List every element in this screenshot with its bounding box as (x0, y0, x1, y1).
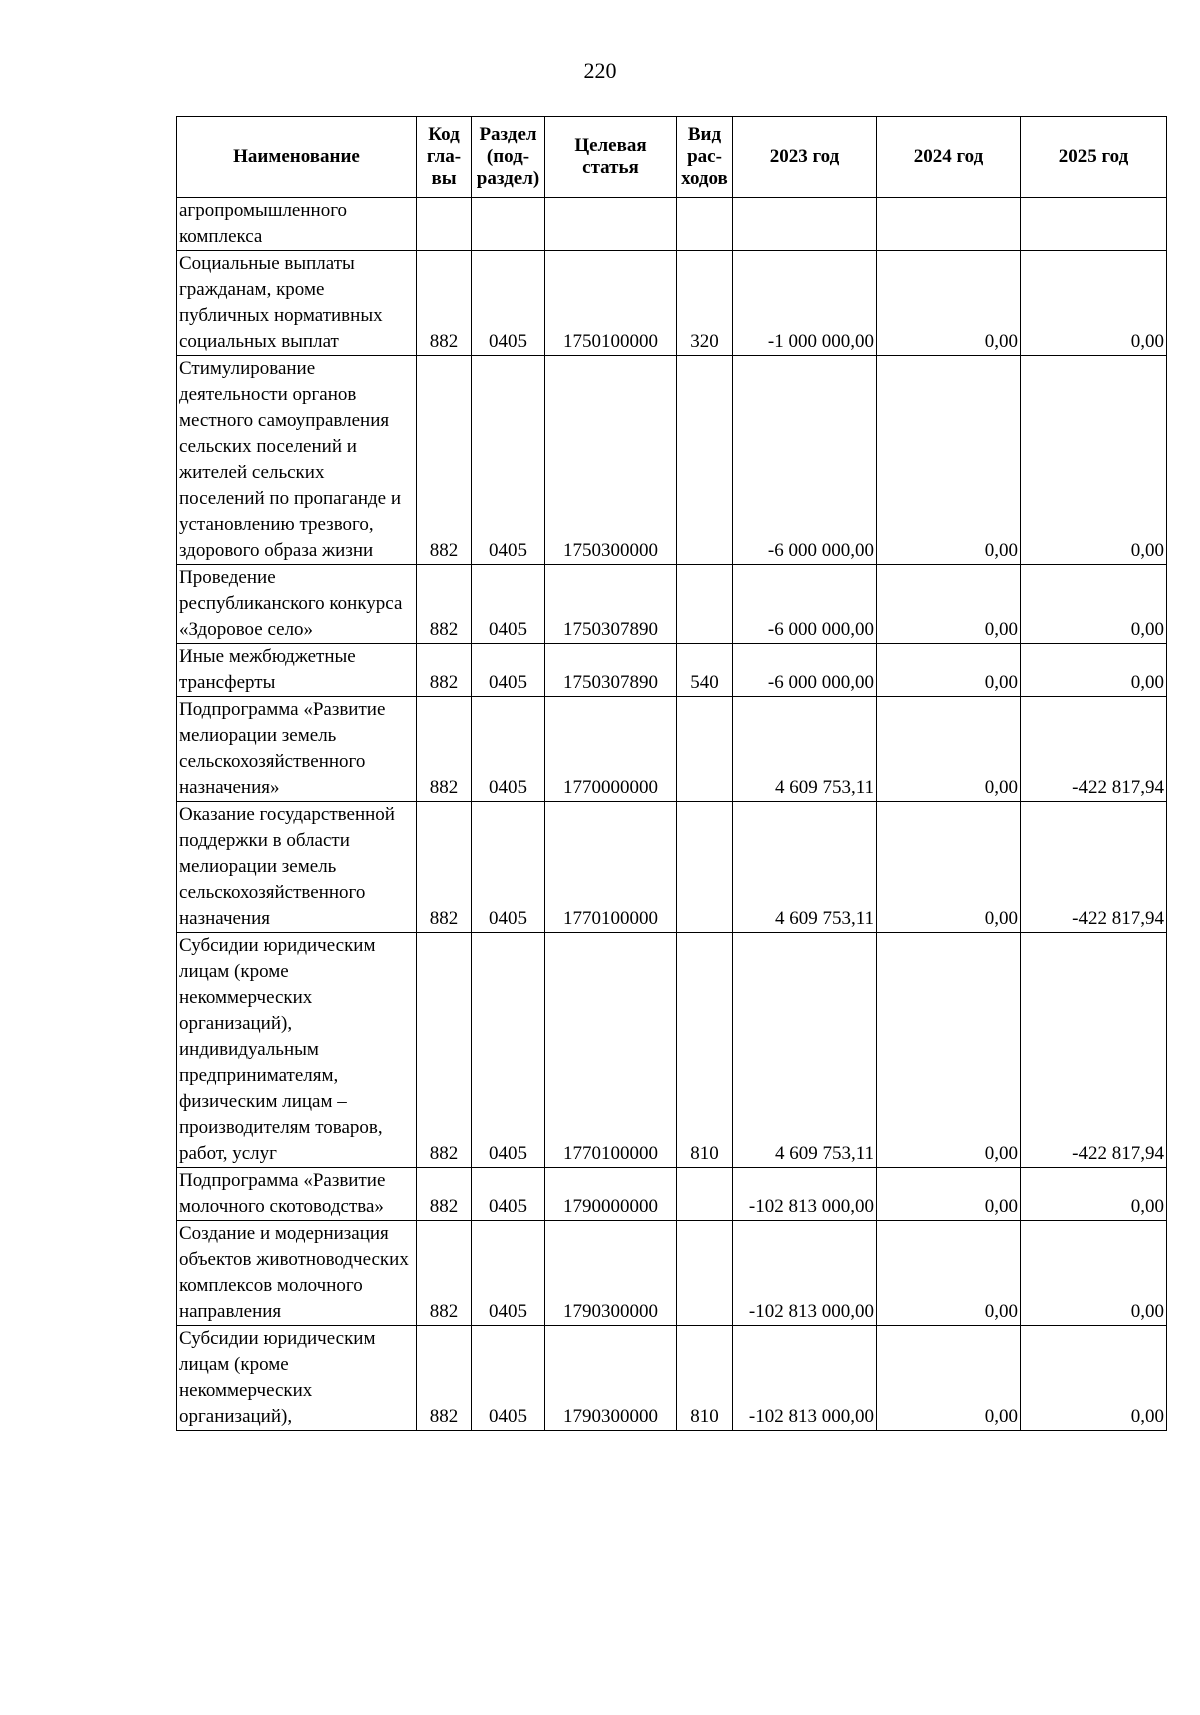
row-target: 1790300000 (545, 1221, 677, 1326)
row-kind: 540 (677, 644, 733, 697)
table-row (177, 802, 1167, 933)
row-section: 0405 (472, 1168, 545, 1221)
col-header-target: Целевая статья (545, 117, 677, 198)
row-2023: -6 000 000,00 (733, 644, 877, 697)
row-target: 1770100000 (545, 802, 677, 933)
budget-table (176, 116, 1167, 1431)
row-target: 1750307890 (545, 644, 677, 697)
row-2023: -1 000 000,00 (733, 251, 877, 356)
table-row (177, 697, 1167, 802)
row-code: 882 (417, 933, 472, 1168)
row-2024 (877, 198, 1021, 251)
row-name: Подпрограмма «Развитие мелиорации земель сельскохозяйственного назначения» (177, 697, 417, 802)
table-row (177, 1168, 1167, 1221)
table-row (177, 356, 1167, 565)
row-2024: 0,00 (877, 1221, 1021, 1326)
row-kind: 810 (677, 1326, 733, 1431)
row-name: Субсидии юридическим лицам (кроме некоммерческих организаций), индивидуальным предпринимателям, физическим лицам – производителям товаров, работ, услуг (177, 933, 417, 1168)
table-row (177, 565, 1167, 644)
row-target: 1750100000 (545, 251, 677, 356)
row-target: 1790300000 (545, 1326, 677, 1431)
row-kind: 320 (677, 251, 733, 356)
row-section: 0405 (472, 251, 545, 356)
row-2025: 0,00 (1021, 1221, 1167, 1326)
row-name: агропромышленного комплекса (177, 198, 417, 251)
row-2023: -102 813 000,00 (733, 1326, 877, 1431)
row-2024: 0,00 (877, 251, 1021, 356)
row-kind (677, 198, 733, 251)
row-2025: 0,00 (1021, 251, 1167, 356)
row-section: 0405 (472, 644, 545, 697)
row-section: 0405 (472, 1221, 545, 1326)
col-header-name: Наименование (177, 117, 417, 198)
row-name: Проведение республиканского конкурса «Здоровое село» (177, 565, 417, 644)
row-code: 882 (417, 356, 472, 565)
row-kind (677, 1221, 733, 1326)
row-2023: -6 000 000,00 (733, 356, 877, 565)
table-row (177, 644, 1167, 697)
row-target (545, 198, 677, 251)
row-2024: 0,00 (877, 1326, 1021, 1431)
row-2025: -422 817,94 (1021, 802, 1167, 933)
row-2023: 4 609 753,11 (733, 697, 877, 802)
row-section: 0405 (472, 697, 545, 802)
row-2025: -422 817,94 (1021, 697, 1167, 802)
row-target: 1750307890 (545, 565, 677, 644)
row-2023: -102 813 000,00 (733, 1168, 877, 1221)
row-2025: 0,00 (1021, 1326, 1167, 1431)
row-kind: 810 (677, 933, 733, 1168)
row-code: 882 (417, 802, 472, 933)
row-code (417, 198, 472, 251)
row-kind (677, 356, 733, 565)
row-section: 0405 (472, 802, 545, 933)
row-2023: -6 000 000,00 (733, 565, 877, 644)
row-2023 (733, 198, 877, 251)
row-target: 1790000000 (545, 1168, 677, 1221)
row-section: 0405 (472, 356, 545, 565)
row-code: 882 (417, 697, 472, 802)
row-code: 882 (417, 1168, 472, 1221)
row-name: Социальные выплаты гражданам, кроме публичных нормативных социальных выплат (177, 251, 417, 356)
row-2025: 0,00 (1021, 1168, 1167, 1221)
page-number: 220 (583, 58, 617, 83)
row-2024: 0,00 (877, 356, 1021, 565)
table-row (177, 198, 1167, 251)
row-2024: 0,00 (877, 697, 1021, 802)
row-target: 1770000000 (545, 697, 677, 802)
col-header-2023: 2023 год (733, 117, 877, 198)
row-section: 0405 (472, 565, 545, 644)
table-header-row (177, 117, 1167, 198)
row-code: 882 (417, 644, 472, 697)
col-header-2024: 2024 год (877, 117, 1021, 198)
row-name: Подпрограмма «Развитие молочного скотоводства» (177, 1168, 417, 1221)
row-name: Субсидии юридическим лицам (кроме некоммерческих организаций), (177, 1326, 417, 1431)
col-header-2025: 2025 год (1021, 117, 1167, 198)
row-section: 0405 (472, 1326, 545, 1431)
table-row (177, 251, 1167, 356)
row-2023: -102 813 000,00 (733, 1221, 877, 1326)
row-kind (677, 565, 733, 644)
row-code: 882 (417, 251, 472, 356)
row-2025: 0,00 (1021, 356, 1167, 565)
col-header-code: Код гла-вы (417, 117, 472, 198)
row-2024: 0,00 (877, 644, 1021, 697)
row-kind (677, 697, 733, 802)
row-name: Стимулирование деятельности органов местного самоуправления сельских поселений и жителей сельских поселений по пропаганде и установлению трезвого, здорового образа жизни (177, 356, 417, 565)
table-row (177, 1221, 1167, 1326)
col-header-section: Раздел (под-раздел) (472, 117, 545, 198)
row-2024: 0,00 (877, 802, 1021, 933)
row-target: 1750300000 (545, 356, 677, 565)
row-2023: 4 609 753,11 (733, 802, 877, 933)
row-code: 882 (417, 565, 472, 644)
row-code: 882 (417, 1221, 472, 1326)
row-name: Создание и модернизация объектов животноводческих комплексов молочного направления (177, 1221, 417, 1326)
table-row (177, 1326, 1167, 1431)
row-kind (677, 1168, 733, 1221)
row-name: Иные межбюджетные трансферты (177, 644, 417, 697)
row-2023: 4 609 753,11 (733, 933, 877, 1168)
row-2025: -422 817,94 (1021, 933, 1167, 1168)
row-section (472, 198, 545, 251)
row-code: 882 (417, 1326, 472, 1431)
row-kind (677, 802, 733, 933)
row-target: 1770100000 (545, 933, 677, 1168)
row-2025: 0,00 (1021, 565, 1167, 644)
col-header-kind: Вид рас-ходов (677, 117, 733, 198)
row-2025: 0,00 (1021, 644, 1167, 697)
row-2024: 0,00 (877, 933, 1021, 1168)
row-name: Оказание государственной поддержки в области мелиорации земель сельскохозяйственного назначения (177, 802, 417, 933)
row-section: 0405 (472, 933, 545, 1168)
row-2025 (1021, 198, 1167, 251)
row-2024: 0,00 (877, 1168, 1021, 1221)
row-2024: 0,00 (877, 565, 1021, 644)
table-row (177, 933, 1167, 1168)
